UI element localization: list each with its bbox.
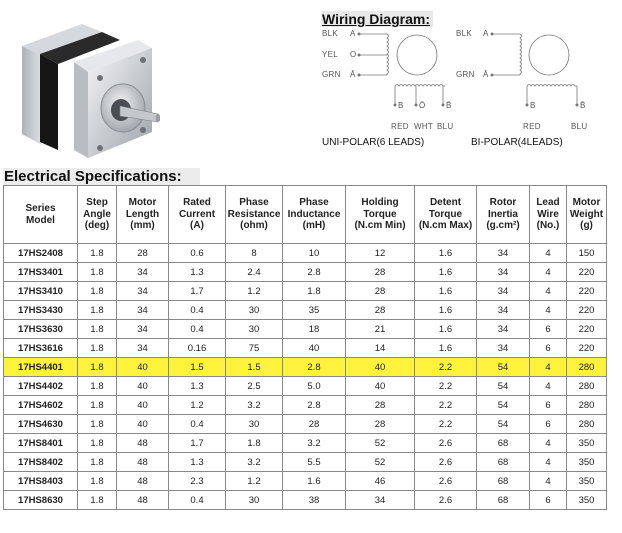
column-header-line: (deg) [84, 220, 110, 232]
bipolar-wire-grn: GRN [456, 70, 475, 79]
cell-detent-torque: 1.6 [415, 339, 477, 358]
cell-lead-wire: 4 [530, 282, 567, 301]
cell-rotor-inertia: 68 [477, 491, 530, 510]
column-header-line: Motor [572, 197, 601, 209]
cell-motor-length: 48 [117, 491, 169, 510]
cell-holding-torque: 28 [346, 301, 415, 320]
bipolar-wire-blu: BLU [571, 122, 588, 131]
unipolar-wire-blu: BLU [437, 122, 454, 131]
cell-model: 17HS3616 [4, 339, 78, 358]
cell-phase-inductance: 5.5 [283, 453, 346, 472]
column-header-holding-torque [346, 186, 415, 244]
bipolar-wire-blk: BLK [456, 29, 473, 38]
column-header-line: Weight [569, 208, 604, 220]
cell-rated-current: 0.16 [169, 339, 226, 358]
unipolar-wire-yel: YEL [322, 50, 339, 59]
cell-motor-length: 34 [117, 339, 169, 358]
cell-model: 17HS4602 [4, 396, 78, 415]
cell-phase-resistance: 30 [226, 301, 283, 320]
cell-step-angle: 1.8 [78, 377, 117, 396]
column-header-line: Phase [299, 197, 329, 209]
cell-motor-length: 34 [117, 263, 169, 282]
cell-motor-length: 40 [117, 377, 169, 396]
cell-detent-torque: 2.6 [415, 434, 477, 453]
unipolar-wire-blk: BLK [322, 29, 339, 38]
column-header-line: Length [125, 208, 160, 220]
cell-detent-torque: 1.6 [415, 301, 477, 320]
cell-step-angle: 1.8 [78, 415, 117, 434]
unipolar-terminal-o-bar: Ō [419, 101, 426, 110]
column-header-line: (mH) [302, 220, 326, 232]
cell-model: 17HS2408 [4, 244, 78, 263]
cell-motor-weight: 280 [567, 358, 607, 377]
cell-model: 17HS3410 [4, 282, 78, 301]
cell-detent-torque: 2.6 [415, 491, 477, 510]
cell-holding-torque: 46 [346, 472, 415, 491]
column-header-line: Resistance [227, 208, 281, 220]
column-header-line: Holding [361, 197, 399, 209]
column-header-line: (A) [190, 220, 204, 232]
cell-phase-resistance: 1.2 [226, 282, 283, 301]
unipolar-terminal-b-bar: B̄ [446, 101, 452, 110]
cell-rated-current: 1.3 [169, 453, 226, 472]
bipolar-terminal-b: B [530, 101, 536, 110]
cell-motor-length: 48 [117, 434, 169, 453]
cell-phase-inductance: 5.0 [283, 377, 346, 396]
cell-rotor-inertia: 34 [477, 320, 530, 339]
cell-phase-inductance: 38 [283, 491, 346, 510]
table-row [4, 244, 607, 263]
column-header-line: (N.cm Max) [418, 220, 473, 232]
cell-phase-resistance: 2.4 [226, 263, 283, 282]
bipolar-terminal-a-bar: Ā [483, 70, 489, 79]
table-row [4, 263, 607, 282]
column-header-line: Angle [83, 208, 111, 220]
cell-step-angle: 1.8 [78, 263, 117, 282]
cell-phase-inductance: 18 [283, 320, 346, 339]
cell-lead-wire: 4 [530, 434, 567, 453]
column-header-line: Torque [363, 208, 397, 220]
table-row [4, 377, 607, 396]
cell-motor-length: 40 [117, 396, 169, 415]
cell-model: 17HS4402 [4, 377, 78, 396]
cell-rotor-inertia: 54 [477, 415, 530, 434]
cell-motor-length: 40 [117, 358, 169, 377]
cell-phase-resistance: 1.5 [226, 358, 283, 377]
cell-rated-current: 2.3 [169, 472, 226, 491]
cell-phase-inductance: 28 [283, 415, 346, 434]
cell-model: 17HS3630 [4, 320, 78, 339]
unipolar-wire-wht: WHT [414, 122, 434, 131]
column-header-lead-wire [530, 186, 567, 244]
wiring-schematic [315, 25, 622, 155]
cell-step-angle: 1.8 [78, 320, 117, 339]
cell-motor-weight: 150 [567, 244, 607, 263]
cell-model: 17HS8630 [4, 491, 78, 510]
cell-holding-torque: 28 [346, 396, 415, 415]
cell-motor-weight: 220 [567, 320, 607, 339]
table-row [4, 472, 607, 491]
cell-model: 17HS8403 [4, 472, 78, 491]
cell-motor-weight: 220 [567, 263, 607, 282]
cell-motor-length: 34 [117, 301, 169, 320]
cell-motor-length: 34 [117, 282, 169, 301]
cell-step-angle: 1.8 [78, 244, 117, 263]
cell-phase-inductance: 1.8 [283, 282, 346, 301]
cell-motor-weight: 350 [567, 434, 607, 453]
unipolar-wire-grn: GRN [322, 70, 341, 79]
cell-lead-wire: 4 [530, 453, 567, 472]
cell-detent-torque: 1.6 [415, 244, 477, 263]
cell-rated-current: 0.4 [169, 491, 226, 510]
column-header-line: (ohm) [240, 220, 268, 232]
unipolar-terminal-a-bar: Ā [350, 70, 356, 79]
cell-phase-resistance: 1.8 [226, 434, 283, 453]
table-row [4, 320, 607, 339]
cell-lead-wire: 4 [530, 358, 567, 377]
column-header-line: Inertia [487, 208, 518, 220]
cell-rotor-inertia: 54 [477, 377, 530, 396]
column-header-rotor-inertia [477, 186, 530, 244]
cell-detent-torque: 2.2 [415, 396, 477, 415]
column-header-line: (g.cm²) [486, 220, 520, 232]
cell-holding-torque: 52 [346, 434, 415, 453]
cell-step-angle: 1.8 [78, 472, 117, 491]
bipolar-terminal-a: A [483, 29, 489, 38]
cell-rotor-inertia: 34 [477, 339, 530, 358]
cell-motor-weight: 350 [567, 491, 607, 510]
bipolar-terminal-b-bar: B̄ [580, 101, 586, 110]
column-header-line: (mm) [130, 220, 155, 232]
cell-motor-weight: 220 [567, 339, 607, 358]
table-row [4, 396, 607, 415]
cell-model: 17HS4630 [4, 415, 78, 434]
cell-phase-resistance: 8 [226, 244, 283, 263]
cell-lead-wire: 4 [530, 377, 567, 396]
cell-lead-wire: 6 [530, 491, 567, 510]
cell-phase-resistance: 3.2 [226, 396, 283, 415]
cell-step-angle: 1.8 [78, 339, 117, 358]
cell-phase-inductance: 40 [283, 339, 346, 358]
cell-model: 17HS4401 [4, 358, 78, 377]
cell-phase-inductance: 2.8 [283, 396, 346, 415]
cell-rotor-inertia: 34 [477, 301, 530, 320]
bipolar-caption: BI-POLAR(4LEADS) [471, 137, 563, 148]
cell-lead-wire: 6 [530, 339, 567, 358]
cell-rotor-inertia: 34 [477, 263, 530, 282]
column-header-line: Wire [537, 208, 559, 220]
table-row [4, 491, 607, 510]
cell-rated-current: 1.5 [169, 358, 226, 377]
cell-step-angle: 1.8 [78, 358, 117, 377]
cell-motor-length: 28 [117, 244, 169, 263]
cell-holding-torque: 28 [346, 263, 415, 282]
table-row [4, 282, 607, 301]
column-header-detent-torque [415, 186, 477, 244]
cell-motor-weight: 280 [567, 377, 607, 396]
table-row [4, 434, 607, 453]
cell-phase-resistance: 30 [226, 415, 283, 434]
table-row [4, 339, 607, 358]
column-header-rated-current [169, 186, 226, 244]
cell-model: 17HS3401 [4, 263, 78, 282]
electrical-specifications-title: Electrical Specifications: [3, 168, 200, 186]
column-header-line: Motor [128, 197, 157, 209]
cell-motor-length: 48 [117, 453, 169, 472]
cell-motor-weight: 220 [567, 282, 607, 301]
cell-rotor-inertia: 34 [477, 244, 530, 263]
cell-detent-torque: 1.6 [415, 320, 477, 339]
cell-motor-weight: 220 [567, 301, 607, 320]
cell-motor-weight: 350 [567, 472, 607, 491]
cell-rotor-inertia: 68 [477, 472, 530, 491]
cell-rotor-inertia: 54 [477, 396, 530, 415]
cell-lead-wire: 6 [530, 415, 567, 434]
cell-detent-torque: 1.6 [415, 263, 477, 282]
cell-lead-wire: 4 [530, 472, 567, 491]
cell-rated-current: 1.7 [169, 282, 226, 301]
cell-step-angle: 1.8 [78, 434, 117, 453]
cell-detent-torque: 2.2 [415, 415, 477, 434]
table-header-row [4, 186, 607, 244]
wiring-diagram-title: Wiring Diagram: [321, 11, 433, 27]
cell-rotor-inertia: 68 [477, 434, 530, 453]
cell-motor-weight: 280 [567, 396, 607, 415]
column-header-line: Detent [429, 197, 462, 209]
wiring-diagram [315, 25, 622, 155]
column-header-phase-inductance [283, 186, 346, 244]
unipolar-caption: UNI-POLAR(6 LEADS) [322, 137, 425, 148]
cell-rotor-inertia: 54 [477, 358, 530, 377]
cell-detent-torque: 2.2 [415, 358, 477, 377]
cell-detent-torque: 1.6 [415, 282, 477, 301]
column-header-line: Current [178, 208, 216, 220]
cell-holding-torque: 14 [346, 339, 415, 358]
unipolar-terminal-a: A [350, 29, 356, 38]
column-header-motor-weight [567, 186, 607, 244]
cell-phase-resistance: 75 [226, 339, 283, 358]
electrical-specifications-table [3, 185, 607, 510]
cell-phase-inductance: 2.8 [283, 358, 346, 377]
cell-step-angle: 1.8 [78, 396, 117, 415]
column-header-series-model [4, 186, 78, 244]
cell-holding-torque: 12 [346, 244, 415, 263]
bipolar-wire-red: RED [523, 122, 541, 131]
cell-model: 17HS3430 [4, 301, 78, 320]
cell-motor-length: 40 [117, 415, 169, 434]
unipolar-terminal-o: O [350, 50, 357, 59]
cell-holding-torque: 34 [346, 491, 415, 510]
cell-motor-weight: 350 [567, 453, 607, 472]
cell-holding-torque: 52 [346, 453, 415, 472]
column-header-line: Model [26, 214, 55, 226]
cell-motor-weight: 280 [567, 415, 607, 434]
cell-model: 17HS8402 [4, 453, 78, 472]
column-header-line: (No.) [536, 220, 560, 232]
cell-rated-current: 0.4 [169, 301, 226, 320]
cell-step-angle: 1.8 [78, 301, 117, 320]
cell-motor-length: 34 [117, 320, 169, 339]
cell-detent-torque: 2.2 [415, 377, 477, 396]
cell-holding-torque: 40 [346, 358, 415, 377]
cell-lead-wire: 4 [530, 244, 567, 263]
cell-rated-current: 1.3 [169, 263, 226, 282]
cell-phase-inductance: 35 [283, 301, 346, 320]
cell-motor-length: 48 [117, 472, 169, 491]
cell-step-angle: 1.8 [78, 453, 117, 472]
cell-rated-current: 0.6 [169, 244, 226, 263]
table-row [4, 415, 607, 434]
column-header-line: Lead [536, 197, 560, 209]
cell-phase-resistance: 3.2 [226, 453, 283, 472]
unipolar-terminal-b: B [398, 101, 404, 110]
cell-phase-resistance: 1.2 [226, 472, 283, 491]
column-header-step-angle [78, 186, 117, 244]
cell-rotor-inertia: 68 [477, 453, 530, 472]
cell-phase-inductance: 2.8 [283, 263, 346, 282]
cell-rotor-inertia: 34 [477, 282, 530, 301]
cell-holding-torque: 21 [346, 320, 415, 339]
cell-lead-wire: 6 [530, 396, 567, 415]
column-header-line: (N.cm Min) [354, 220, 406, 232]
stepper-motor-image [10, 10, 160, 160]
cell-model: 17HS8401 [4, 434, 78, 453]
cell-phase-inductance: 3.2 [283, 434, 346, 453]
cell-lead-wire: 4 [530, 301, 567, 320]
cell-rated-current: 0.4 [169, 320, 226, 339]
cell-holding-torque: 28 [346, 415, 415, 434]
cell-phase-inductance: 10 [283, 244, 346, 263]
column-header-line: Step [86, 197, 108, 209]
cell-phase-inductance: 1.6 [283, 472, 346, 491]
cell-holding-torque: 28 [346, 282, 415, 301]
cell-detent-torque: 2.6 [415, 472, 477, 491]
column-header-line: Series [25, 203, 56, 214]
table-row [4, 453, 607, 472]
column-header-motor-length [117, 186, 169, 244]
column-header-line: Rotor [489, 197, 517, 209]
cell-step-angle: 1.8 [78, 282, 117, 301]
cell-phase-resistance: 2.5 [226, 377, 283, 396]
cell-lead-wire: 4 [530, 263, 567, 282]
table-body [4, 244, 607, 510]
column-header-line: (g) [580, 220, 593, 232]
column-header-line: Inductance [287, 208, 341, 220]
cell-rated-current: 1.2 [169, 396, 226, 415]
column-header-line: Rated [183, 197, 211, 209]
column-header-phase-resistance [226, 186, 283, 244]
cell-lead-wire: 6 [530, 320, 567, 339]
cell-rated-current: 1.3 [169, 377, 226, 396]
cell-rated-current: 1.7 [169, 434, 226, 453]
column-header-line: Torque [428, 208, 463, 220]
cell-step-angle: 1.8 [78, 491, 117, 510]
unipolar-wire-red: RED [391, 122, 409, 131]
cell-phase-resistance: 30 [226, 491, 283, 510]
column-header-line: Phase [239, 197, 269, 209]
table-row [4, 301, 607, 320]
cell-detent-torque: 2.6 [415, 453, 477, 472]
cell-rated-current: 0.4 [169, 415, 226, 434]
table-row [4, 358, 607, 377]
cell-phase-resistance: 30 [226, 320, 283, 339]
cell-holding-torque: 40 [346, 377, 415, 396]
